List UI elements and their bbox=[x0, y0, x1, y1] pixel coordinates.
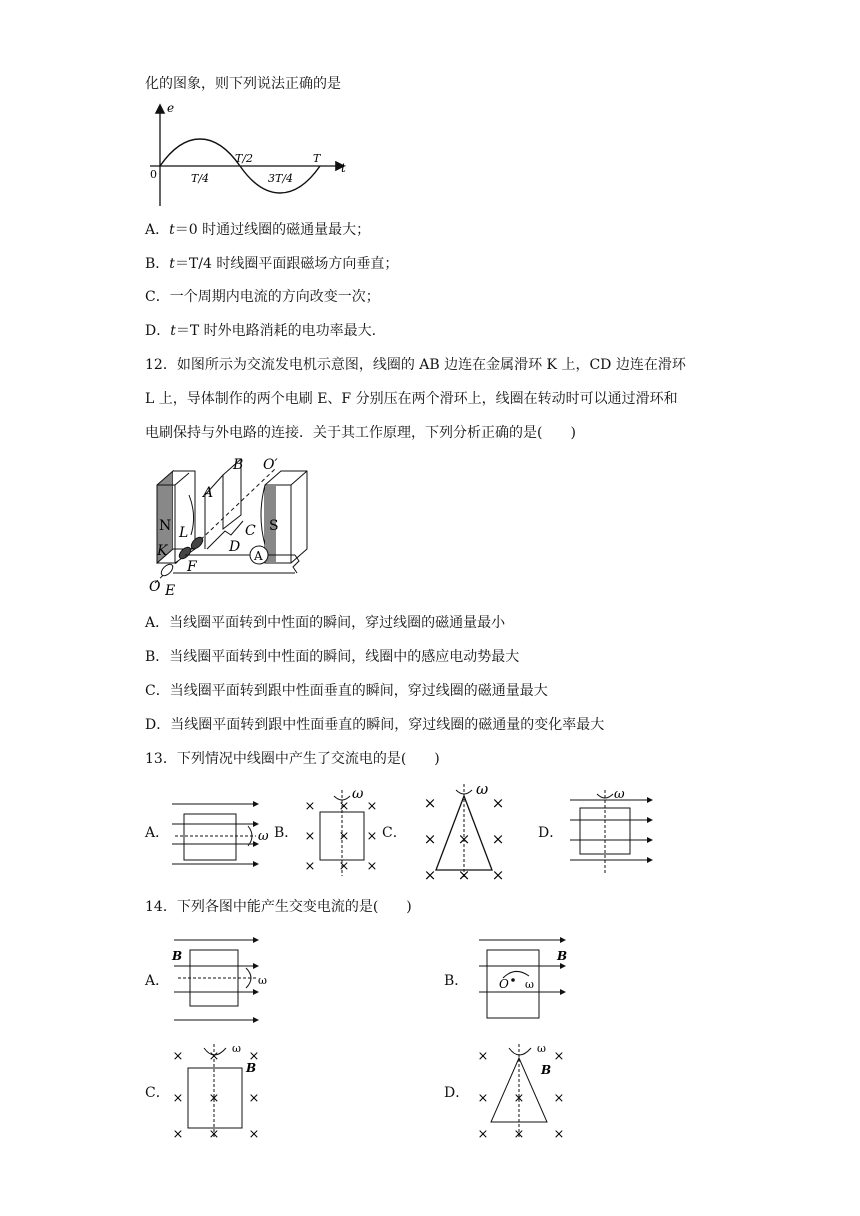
q12-stem-line3: 电刷保持与外电路的连接．关于其工作原理，下列分析正确的是( ) bbox=[145, 425, 576, 441]
tick-T2: T/2 bbox=[235, 152, 254, 165]
q12-option-c: C．当线圈平面转到跟中性面垂直的瞬间，穿过线圈的磁通量最大 bbox=[145, 683, 548, 699]
sine-graph bbox=[145, 98, 365, 208]
svg-text:×: × bbox=[423, 794, 437, 812]
label-B: B bbox=[541, 1063, 552, 1077]
svg-text:×: × bbox=[477, 1127, 489, 1142]
ammeter-label: A bbox=[254, 549, 263, 563]
svg-text:×: × bbox=[513, 1091, 525, 1106]
svg-text:×: × bbox=[491, 866, 505, 884]
q14-figure-d bbox=[475, 1040, 575, 1140]
q11-option-c: C．一个周期内电流的方向改变一次； bbox=[145, 289, 380, 305]
label-K: K bbox=[157, 543, 168, 559]
q13-figure-c bbox=[418, 782, 508, 882]
omega-symbol: ω bbox=[537, 1042, 546, 1055]
continuation-text: 化的图象，则下列说法正确的是 bbox=[145, 76, 341, 92]
label-L: L bbox=[179, 525, 189, 541]
q14-label-d: D． bbox=[444, 1085, 470, 1101]
label-O: O bbox=[149, 579, 161, 595]
svg-text:×: × bbox=[338, 859, 350, 874]
svg-text:×: × bbox=[553, 1049, 565, 1064]
label-O-prime: O′ bbox=[263, 457, 278, 473]
q14-label-a: A． bbox=[145, 973, 170, 989]
q13-figure-b bbox=[300, 786, 390, 876]
q12-option-d: D．当线圈平面转到跟中性面垂直的瞬间，穿过线圈的磁通量的变化率最大 bbox=[145, 717, 605, 733]
tick-T: T bbox=[313, 152, 321, 165]
svg-text:×: × bbox=[304, 829, 316, 844]
svg-text:×: × bbox=[457, 866, 471, 884]
omega-symbol: ω bbox=[476, 780, 489, 798]
omega-symbol: ω bbox=[232, 1042, 241, 1055]
svg-text:×: × bbox=[366, 859, 378, 874]
omega-symbol: ω bbox=[614, 787, 625, 802]
svg-text:×: × bbox=[172, 1127, 184, 1142]
label-E: E bbox=[165, 583, 176, 599]
svg-text:×: × bbox=[248, 1127, 260, 1142]
svg-text:×: × bbox=[477, 1049, 489, 1064]
q12-option-b: B．当线圈平面转到中性面的瞬间，线圈中的感应电动势最大 bbox=[145, 649, 520, 665]
svg-text:×: × bbox=[304, 859, 316, 874]
svg-text:×: × bbox=[172, 1049, 184, 1064]
label-N: N bbox=[159, 518, 172, 534]
q13-figure-d bbox=[568, 786, 658, 876]
svg-text:×: × bbox=[208, 1091, 220, 1106]
q11-option-a: A．t＝0 时通过线圈的磁通量最大； bbox=[145, 222, 371, 238]
label-B: B bbox=[246, 1061, 257, 1075]
tick-T4: T/4 bbox=[191, 172, 210, 185]
omega-symbol: ω bbox=[352, 786, 364, 802]
svg-text:×: × bbox=[248, 1091, 260, 1106]
label-O: O bbox=[499, 977, 509, 991]
q14-stem: 14．下列各图中能产生交变电流的是( ) bbox=[145, 899, 412, 915]
label-B: B bbox=[172, 949, 183, 963]
q14-figure-c bbox=[170, 1040, 270, 1140]
q12-stem-line2: L 上，导体制作的两个电刷 E、F 分别压在两个滑环上，线圈在转动时可以通过滑环和 bbox=[145, 391, 678, 407]
q14-figure-b bbox=[475, 932, 585, 1027]
svg-text:×: × bbox=[366, 799, 378, 814]
label-F: F bbox=[187, 559, 197, 575]
svg-text:×: × bbox=[423, 866, 437, 884]
origin-label: 0 bbox=[150, 168, 157, 181]
svg-text:×: × bbox=[304, 799, 316, 814]
q13-label-d: D． bbox=[538, 825, 564, 841]
omega-symbol: ω bbox=[525, 978, 534, 991]
label-B: B bbox=[233, 457, 244, 473]
q12-stem-line1: 12．如图所示为交流发电机示意图，线圈的 AB 边连在金属滑环 K 上，CD 边连在滑环 bbox=[145, 357, 686, 373]
q13-label-a: A． bbox=[145, 825, 170, 841]
q13-figure-a bbox=[170, 796, 280, 876]
svg-text:×: × bbox=[172, 1091, 184, 1106]
svg-text:×: × bbox=[477, 1091, 489, 1106]
svg-text:×: × bbox=[553, 1127, 565, 1142]
svg-text:×: × bbox=[366, 829, 378, 844]
q11-option-d: D．t＝T 时外电路消耗的电功率最大. bbox=[145, 323, 377, 339]
svg-text:×: × bbox=[208, 1049, 220, 1064]
svg-text:×: × bbox=[338, 829, 350, 844]
svg-text:×: × bbox=[248, 1049, 260, 1064]
q13-label-b: B． bbox=[274, 825, 299, 841]
q14-label-b: B． bbox=[444, 973, 469, 989]
q13-stem: 13．下列情况中线圈中产生了交流电的是( ) bbox=[145, 751, 440, 767]
omega-symbol: ω bbox=[258, 829, 269, 844]
svg-text:×: × bbox=[491, 830, 505, 848]
svg-text:×: × bbox=[423, 830, 437, 848]
q13-label-c: C． bbox=[382, 825, 407, 841]
t-axis-label: t bbox=[341, 161, 346, 175]
svg-text:×: × bbox=[338, 799, 350, 814]
label-S: S bbox=[269, 518, 279, 534]
e-axis-label: e bbox=[167, 101, 175, 115]
svg-text:×: × bbox=[208, 1127, 220, 1142]
label-B: B bbox=[557, 949, 568, 963]
svg-text:×: × bbox=[553, 1091, 565, 1106]
q12-option-a: A．当线圈平面转到中性面的瞬间，穿过线圈的磁通量最小 bbox=[145, 615, 506, 631]
omega-symbol: ω bbox=[258, 974, 267, 987]
svg-text:×: × bbox=[513, 1127, 525, 1142]
svg-text:×: × bbox=[491, 794, 505, 812]
svg-text:×: × bbox=[457, 830, 471, 848]
generator-diagram bbox=[145, 455, 305, 599]
q11-option-b: B．t＝T/4 时线圈平面跟磁场方向垂直； bbox=[145, 256, 399, 272]
label-A: A bbox=[203, 485, 214, 501]
q14-figure-a bbox=[170, 932, 280, 1027]
q14-label-c: C． bbox=[145, 1085, 170, 1101]
tick-3T4: 3T/4 bbox=[268, 172, 294, 185]
label-D: D bbox=[229, 539, 241, 555]
label-C: C bbox=[245, 523, 256, 539]
